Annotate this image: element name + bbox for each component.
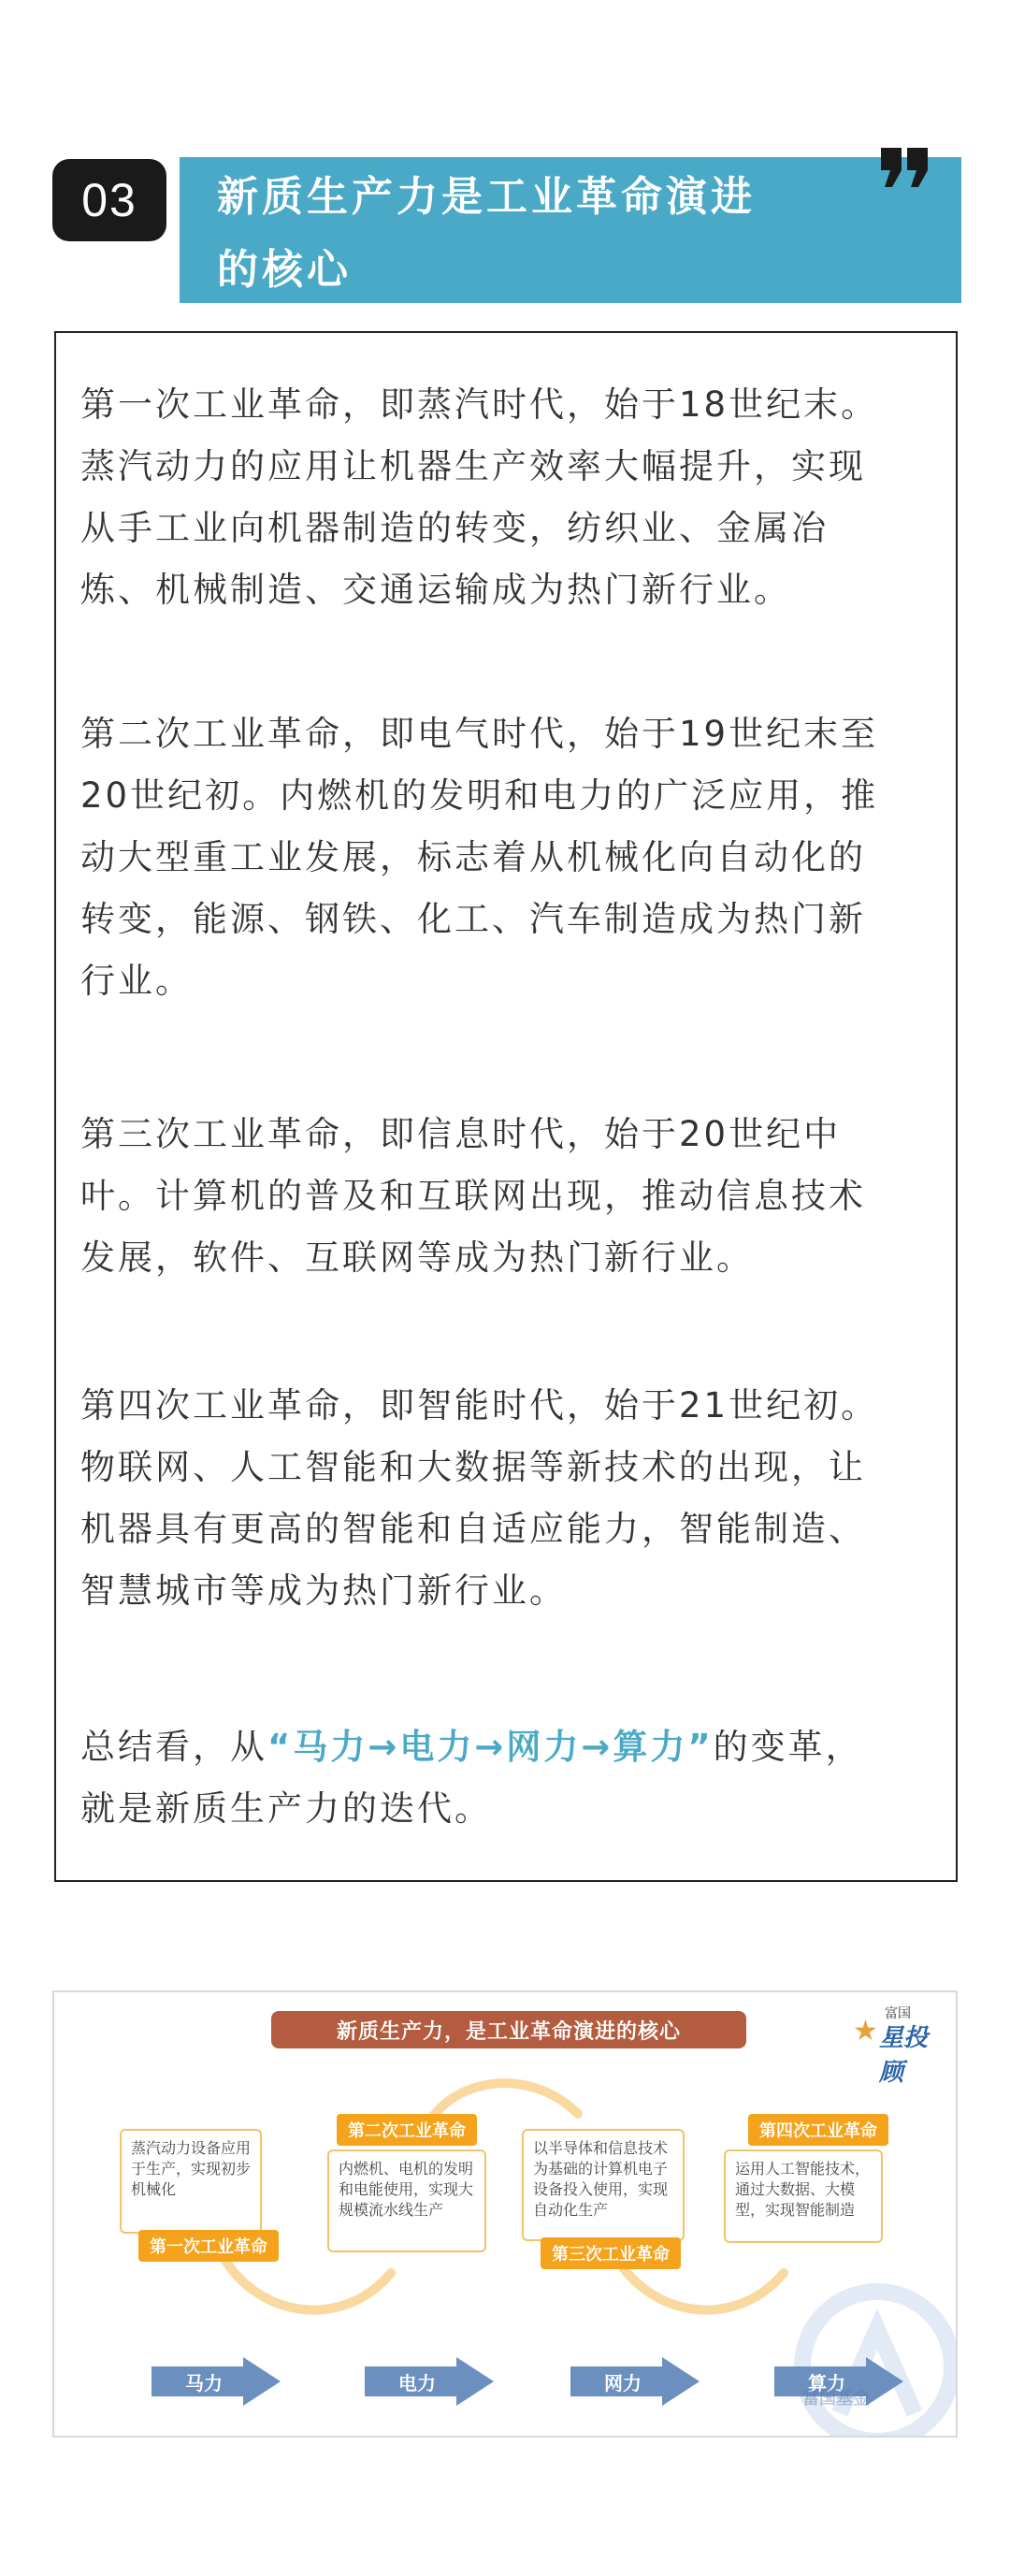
text-line: 动大型重工业发展，标志着从机械化向自动化的	[80, 837, 866, 877]
revolution-1-desc: 蒸汽动力设备应用于生产，实现初步机械化	[120, 2129, 262, 2234]
paragraph-third-revolution	[80, 1104, 936, 1289]
brand-logo	[845, 2004, 939, 2087]
text-line: 第一次工业革命，即蒸汽时代，始于18世纪末。	[80, 384, 879, 425]
paragraph-fourth-revolution	[80, 1375, 936, 1622]
text-line: 20世纪初。内燃机的发明和电力的广泛应用，推	[80, 775, 879, 816]
section-title	[217, 161, 872, 307]
power-arrow-network	[570, 2357, 700, 2406]
text-line: 蒸汽动力的应用让机器生产效率大幅提升，实现	[80, 446, 866, 486]
text-line: 发展，软件、互联网等成为热门新行业。	[80, 1237, 754, 1278]
summary-prefix: 总结看，从	[80, 1727, 267, 1767]
logo-big-text: 星投顾	[879, 2024, 929, 2087]
power-label: 马力	[185, 2372, 223, 2395]
revolution-1-label: 第一次工业革命	[138, 2230, 279, 2262]
revolution-3-desc: 以半导体和信息技术为基础的计算机电子设备投入使用，实现自动化生产	[522, 2129, 685, 2241]
section-number-badge: 03	[52, 159, 166, 241]
paragraph-summary	[80, 1716, 936, 1840]
power-label: 电力	[398, 2372, 436, 2395]
revolution-2-label: 第二次工业革命	[337, 2114, 477, 2146]
infographic-image	[52, 1990, 958, 2438]
text-line: 第四次工业革命，即智能时代，始于21世纪初。	[80, 1385, 879, 1425]
paragraph-first-revolution	[80, 374, 936, 621]
text-line: 物联网、人工智能和大数据等新技术的出现，让	[80, 1447, 866, 1487]
text-line: 第三次工业革命，即信息时代，始于20世纪中	[80, 1114, 842, 1154]
text-line: 行业。	[80, 961, 193, 1001]
power-label: 网力	[604, 2372, 642, 2395]
section-title-line2: 的核心	[217, 246, 352, 294]
star-icon: ★	[853, 2015, 878, 2048]
quote-mark-icon	[879, 146, 931, 189]
revolution-3-label: 第三次工业革命	[541, 2237, 681, 2269]
power-arrow-horse	[152, 2357, 281, 2406]
paragraph-second-revolution	[80, 703, 936, 1012]
logo-small-text: 富国	[885, 2006, 911, 2021]
summary-suffix: 的变革，	[713, 1727, 863, 1767]
revolution-4-desc: 运用人工智能技术，通过大数据、大模型，实现智能制造	[724, 2149, 883, 2243]
text-line: 叶。计算机的普及和互联网出现，推动信息技术	[80, 1176, 866, 1216]
text-line: 炼、机械制造、交通运输成为热门新行业。	[80, 570, 791, 610]
power-label: 算力	[808, 2372, 845, 2395]
text-line: 第二次工业革命，即电气时代，始于19世纪末至	[80, 714, 879, 754]
summary-line1	[80, 1716, 936, 1778]
watermark-logo-icon	[784, 2273, 958, 2438]
revolution-4-label: 第四次工业革命	[748, 2114, 888, 2146]
text-line: 从手工业向机器制造的转变，纺织业、金属冶	[80, 508, 829, 548]
power-arrow-electric	[365, 2357, 494, 2406]
section-title-line1: 新质生产力是工业革命演进	[217, 173, 756, 221]
text-line: 机器具有更高的智能和自适应能力，智能制造、	[80, 1509, 866, 1549]
summary-line2: 就是新质生产力的迭代。	[80, 1788, 492, 1829]
text-line: 智慧城市等成为热门新行业。	[80, 1570, 567, 1611]
text-line: 转变，能源、钢铁、化工、汽车制造成为热门新	[80, 899, 866, 939]
watermark-text: 富国基金	[802, 2389, 870, 2409]
revolution-2-desc: 内燃机、电机的发明和电能使用，实现大规模流水线生产	[327, 2149, 486, 2252]
infographic-title: 新质生产力，是工业革命演进的核心	[271, 2011, 746, 2048]
summary-highlight: “马力→电力→网力→算力”	[267, 1727, 714, 1767]
